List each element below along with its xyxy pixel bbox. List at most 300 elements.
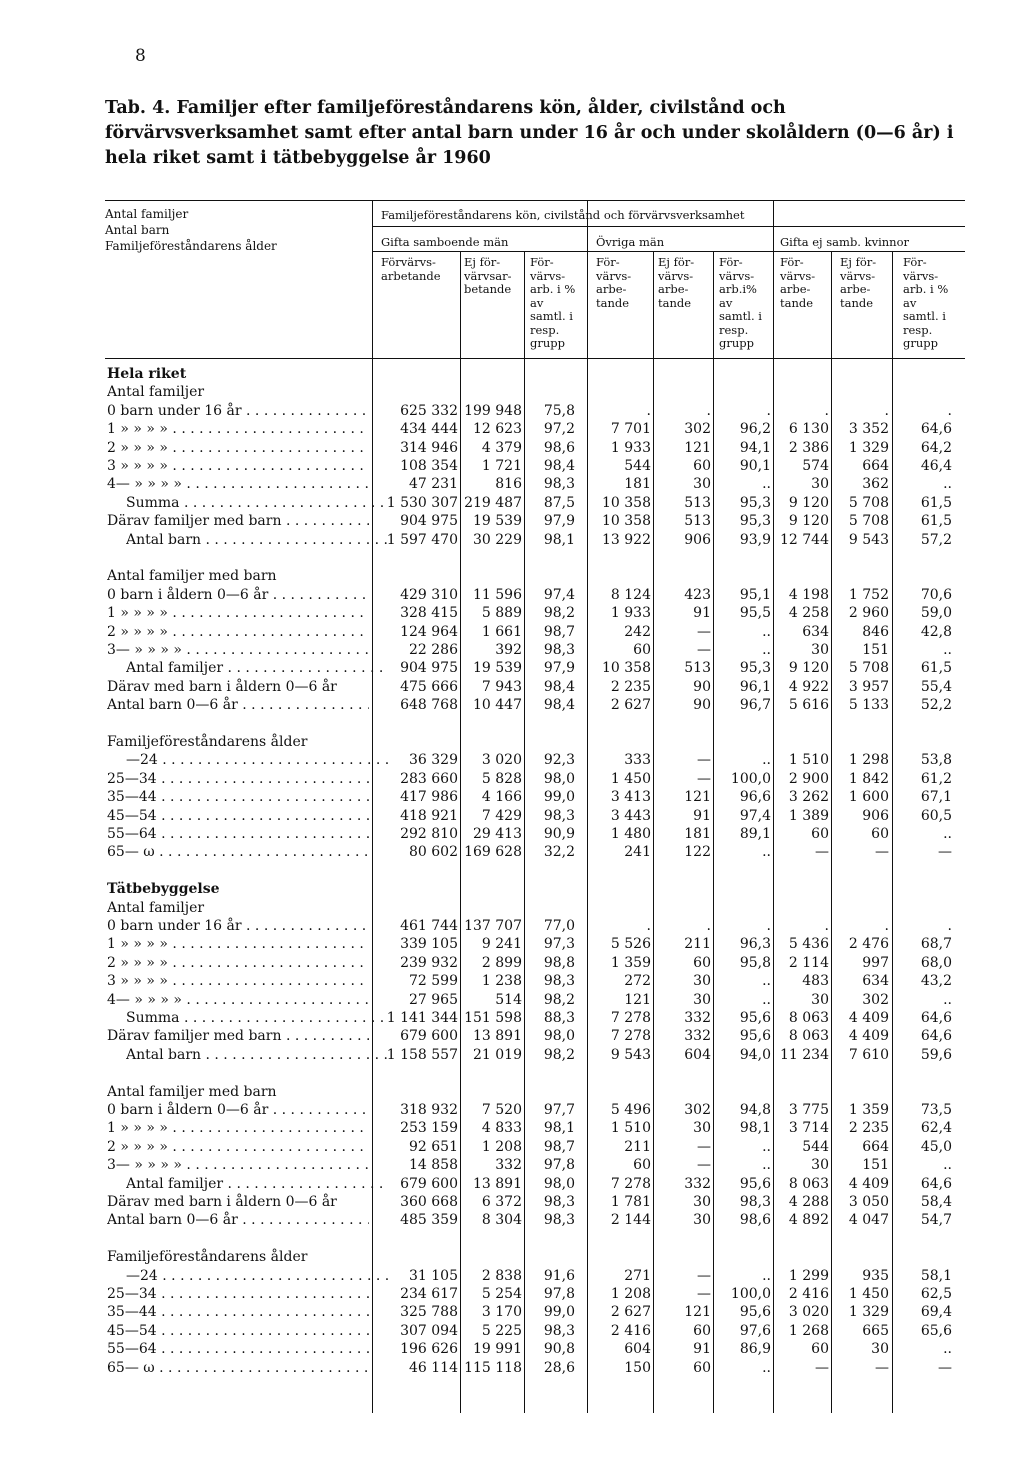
table-cell: 90,8 bbox=[543, 1341, 575, 1358]
table-row bbox=[0, 1101, 1024, 1120]
table-cell: . bbox=[947, 402, 952, 419]
table-cell: 89,1 bbox=[739, 826, 771, 842]
table-cell: 91 bbox=[693, 1341, 711, 1358]
table-cell: 22 286 bbox=[409, 642, 458, 658]
table-cell: 239 932 bbox=[400, 954, 458, 971]
table-cell: 121 bbox=[684, 789, 711, 806]
table-cell: 5 254 bbox=[481, 1286, 522, 1302]
table-cell: 7 278 bbox=[610, 1028, 651, 1045]
table-cell: — bbox=[875, 844, 889, 861]
table-cell: 53,8 bbox=[920, 752, 952, 769]
column-subheader-line: tande bbox=[658, 295, 692, 310]
table-cell: 36 329 bbox=[409, 752, 458, 769]
table-cell: 2 114 bbox=[788, 954, 829, 971]
table-cell: .. bbox=[943, 1157, 952, 1174]
table-cell: 94,8 bbox=[739, 1102, 771, 1118]
table-cell: 5 828 bbox=[481, 770, 522, 787]
table-cell: 392 bbox=[495, 642, 522, 658]
table-cell: 283 660 bbox=[400, 770, 458, 787]
table-cell: 302 bbox=[862, 991, 889, 1008]
row-label: Antal barn . . . bbox=[126, 1046, 388, 1065]
table-cell: 59,0 bbox=[920, 605, 952, 622]
table-row bbox=[0, 383, 1024, 402]
table-cell: — bbox=[697, 623, 711, 640]
group-header-other-men: Övriga män bbox=[596, 235, 665, 249]
table-cell: 1 268 bbox=[788, 1322, 829, 1339]
table-row bbox=[0, 917, 1024, 936]
column-subheader-line: Ej för- bbox=[658, 255, 695, 269]
row-label: 35—44 . . . bbox=[107, 788, 369, 807]
table-cell: 54,7 bbox=[920, 1212, 952, 1229]
table-cell: 544 bbox=[802, 1138, 829, 1155]
table-cell: 816 bbox=[495, 476, 522, 493]
column-subheader-line: värvs- bbox=[840, 268, 876, 283]
row-label: 2 » » » » . . . bbox=[107, 623, 369, 642]
table-cell: 1 158 557 bbox=[386, 1046, 458, 1063]
table-cell: 13 922 bbox=[602, 531, 651, 548]
main-header-rule bbox=[372, 226, 965, 227]
row-label: 55—64 . . . bbox=[107, 1340, 369, 1359]
table-cell: 1 298 bbox=[848, 752, 889, 769]
table-cell: 97,9 bbox=[543, 660, 575, 677]
table-cell: 10 358 bbox=[602, 513, 651, 530]
column-subheader bbox=[596, 256, 631, 310]
column-subheader bbox=[381, 256, 441, 283]
table-cell: 5 708 bbox=[848, 494, 889, 511]
table-cell: 30 bbox=[693, 973, 711, 990]
row-label: Antal barn 0—6 år . . . bbox=[107, 1211, 369, 1230]
table-cell: 169 628 bbox=[464, 844, 522, 861]
table-row bbox=[0, 567, 1024, 586]
row-label: Antal familjer med barn bbox=[107, 1083, 277, 1100]
table-cell: 1 597 470 bbox=[386, 531, 458, 548]
table-cell: 64,6 bbox=[920, 421, 952, 438]
table-cell: 604 bbox=[624, 1341, 651, 1358]
table-cell: 1 208 bbox=[481, 1138, 522, 1155]
table-cell: 98,4 bbox=[543, 458, 575, 474]
table-cell: — bbox=[815, 844, 829, 861]
column-subheader-line: arbe- bbox=[840, 282, 871, 296]
column-subheader-line: av bbox=[719, 295, 733, 310]
table-cell: 181 bbox=[684, 826, 711, 842]
table-cell: 65,6 bbox=[920, 1322, 952, 1339]
table-cell: 30 bbox=[811, 991, 829, 1008]
row-label: Antal barn . . . bbox=[126, 531, 388, 550]
table-cell: 9 120 bbox=[788, 494, 829, 511]
table-row bbox=[0, 1340, 1024, 1359]
header-top-rule bbox=[105, 200, 965, 201]
table-cell: .. bbox=[762, 991, 771, 1008]
table-cell: 2 627 bbox=[610, 697, 651, 714]
table-row bbox=[0, 1064, 1024, 1083]
table-cell: 14 858 bbox=[409, 1157, 458, 1174]
table-cell: 242 bbox=[624, 623, 651, 640]
table-cell: 98,3 bbox=[543, 476, 575, 493]
row-label: Antal familjer . . . bbox=[126, 1175, 388, 1194]
table-cell: 10 447 bbox=[473, 697, 522, 714]
table-cell: 634 bbox=[862, 973, 889, 990]
table-cell: 332 bbox=[684, 1028, 711, 1045]
table-cell: 61,5 bbox=[920, 513, 952, 530]
table-cell: . bbox=[646, 918, 651, 934]
column-subheader-line: värvsar- bbox=[464, 268, 512, 283]
table-cell: 1 329 bbox=[848, 1304, 889, 1321]
table-row bbox=[0, 1230, 1024, 1249]
table-cell: .. bbox=[943, 642, 952, 658]
column-subheader-line: arbe- bbox=[780, 282, 811, 296]
table-cell: .. bbox=[943, 1341, 952, 1358]
table-cell: 58,1 bbox=[920, 1267, 952, 1284]
row-label: 0 barn under 16 år . . . bbox=[107, 917, 369, 936]
table-cell: . bbox=[706, 918, 711, 934]
table-cell: 1 781 bbox=[610, 1194, 651, 1210]
table-cell: 429 310 bbox=[400, 586, 458, 603]
table-cell: 95,6 bbox=[739, 1175, 771, 1192]
table-cell: — bbox=[697, 1267, 711, 1284]
row-label: 1 » » » » . . . bbox=[107, 1119, 369, 1138]
row-label: 4— » » » » . . . bbox=[107, 475, 369, 494]
table-cell: 332 bbox=[495, 1157, 522, 1174]
table-cell: 4 258 bbox=[788, 605, 829, 622]
table-row bbox=[0, 475, 1024, 494]
table-cell: 30 bbox=[811, 642, 829, 658]
table-cell: 292 810 bbox=[400, 826, 458, 842]
column-subheader-line: grupp bbox=[530, 336, 565, 350]
table-cell: 339 105 bbox=[400, 936, 458, 953]
row-label: 1 » » » » . . . bbox=[107, 420, 369, 439]
table-cell: 211 bbox=[684, 936, 711, 953]
table-row bbox=[0, 696, 1024, 715]
table-cell: 3 714 bbox=[788, 1120, 829, 1137]
table-cell: 91,6 bbox=[543, 1267, 575, 1284]
table-cell: 64,6 bbox=[920, 1175, 952, 1192]
row-label: 3— » » » » . . . bbox=[107, 641, 369, 660]
row-label: Därav med barn i åldern 0—6 år bbox=[107, 1194, 337, 1210]
table-cell: 98,3 bbox=[543, 1194, 575, 1210]
table-row bbox=[0, 1175, 1024, 1194]
table-cell: 1 510 bbox=[788, 752, 829, 769]
row-label: 45—54 . . . bbox=[107, 1322, 369, 1341]
row-label: Antal familjer . . . bbox=[126, 659, 388, 678]
table-cell: .. bbox=[943, 991, 952, 1008]
table-row bbox=[0, 1248, 1024, 1267]
table-cell: 95,6 bbox=[739, 1028, 771, 1045]
table-cell: . bbox=[824, 918, 829, 934]
table-row bbox=[0, 1119, 1024, 1138]
table-cell: 95,8 bbox=[739, 954, 771, 971]
table-cell: 679 600 bbox=[400, 1175, 458, 1192]
table-cell: 115 118 bbox=[464, 1359, 522, 1376]
table-cell: 98,7 bbox=[543, 1138, 575, 1155]
column-subheader bbox=[780, 256, 815, 310]
table-cell: 7 278 bbox=[610, 1175, 651, 1192]
table-cell: 61,2 bbox=[920, 770, 952, 787]
table-cell: 1 842 bbox=[848, 770, 889, 787]
table-cell: — bbox=[938, 844, 952, 861]
row-label: 3— » » » » . . . bbox=[107, 1156, 369, 1175]
table-cell: 1 141 344 bbox=[386, 1010, 458, 1026]
table-cell: . bbox=[947, 918, 952, 934]
table-cell: . bbox=[706, 402, 711, 419]
column-subheader-line: tande bbox=[780, 295, 814, 310]
table-cell: 679 600 bbox=[400, 1028, 458, 1045]
table-row bbox=[0, 788, 1024, 807]
table-cell: 4 833 bbox=[481, 1120, 522, 1137]
table-cell: 19 539 bbox=[473, 513, 522, 530]
table-cell: 121 bbox=[684, 439, 711, 456]
table-cell: 98,1 bbox=[739, 1120, 771, 1137]
column-subheader-line: samtl. i bbox=[903, 309, 946, 323]
table-cell: 1 933 bbox=[610, 605, 651, 622]
table-cell: — bbox=[697, 1286, 711, 1302]
table-cell: 634 bbox=[802, 623, 829, 640]
table-cell: 325 788 bbox=[400, 1304, 458, 1321]
column-subheader-line: resp. bbox=[903, 322, 933, 337]
column-subheader-line: betande bbox=[464, 282, 512, 296]
page-number: 8 bbox=[135, 46, 146, 66]
table-cell: 19 539 bbox=[473, 660, 522, 677]
column-subheader-line: samtl. i bbox=[719, 309, 762, 323]
table-cell: 98,0 bbox=[543, 770, 575, 787]
table-cell: 64,2 bbox=[920, 439, 952, 456]
table-cell: 98,3 bbox=[543, 1322, 575, 1339]
table-cell: 30 bbox=[871, 1341, 889, 1358]
column-subheader-line: arbe- bbox=[596, 282, 627, 296]
row-label: Antal barn 0—6 år . . . bbox=[107, 696, 369, 715]
table-cell: 9 241 bbox=[481, 936, 522, 953]
table-cell: 10 358 bbox=[602, 494, 651, 511]
row-label: —24 . . . bbox=[126, 1267, 388, 1286]
table-cell: 485 359 bbox=[400, 1212, 458, 1229]
table-cell: 5 708 bbox=[848, 660, 889, 677]
table-row bbox=[0, 549, 1024, 568]
table-cell: 6 130 bbox=[788, 421, 829, 438]
table-cell: 7 943 bbox=[481, 678, 522, 695]
table-cell: 30 229 bbox=[473, 531, 522, 548]
table-cell: 98,3 bbox=[543, 973, 575, 990]
table-cell: 434 444 bbox=[400, 421, 458, 438]
table-cell: 418 921 bbox=[400, 807, 458, 824]
row-label: 3 » » » » . . . bbox=[107, 457, 369, 476]
table-cell: 1 208 bbox=[610, 1286, 651, 1302]
table-cell: 2 476 bbox=[848, 936, 889, 953]
table-cell: 97,3 bbox=[543, 936, 575, 953]
table-cell: 196 626 bbox=[400, 1341, 458, 1358]
table-cell: 61,5 bbox=[920, 660, 952, 677]
table-cell: 98,2 bbox=[543, 1046, 575, 1063]
table-cell: 80 602 bbox=[409, 844, 458, 861]
table-row bbox=[0, 586, 1024, 605]
table-row bbox=[0, 457, 1024, 476]
table-cell: 1 530 307 bbox=[386, 494, 458, 511]
table-cell: 97,8 bbox=[543, 1286, 575, 1302]
table-cell: 11 234 bbox=[780, 1046, 829, 1063]
table-row bbox=[0, 1156, 1024, 1175]
table-cell: 98,4 bbox=[543, 697, 575, 714]
table-row bbox=[0, 494, 1024, 513]
table-cell: 272 bbox=[624, 973, 651, 990]
table-cell: 99,0 bbox=[543, 789, 575, 806]
table-cell: 665 bbox=[862, 1322, 889, 1339]
table-cell: 94,0 bbox=[739, 1046, 771, 1063]
table-cell: 906 bbox=[862, 807, 889, 824]
table-cell: 68,7 bbox=[920, 936, 952, 953]
table-cell: 904 975 bbox=[400, 513, 458, 530]
table-row bbox=[0, 623, 1024, 642]
table-cell: 97,7 bbox=[543, 1102, 575, 1118]
table-row bbox=[0, 402, 1024, 421]
table-cell: 46 114 bbox=[409, 1359, 458, 1376]
table-cell: 30 bbox=[693, 1120, 711, 1137]
table-cell: 150 bbox=[624, 1359, 651, 1376]
table-cell: .. bbox=[762, 476, 771, 493]
table-cell: .. bbox=[762, 1359, 771, 1376]
table-cell: 95,3 bbox=[739, 494, 771, 511]
table-cell: 2 627 bbox=[610, 1304, 651, 1321]
table-cell: — bbox=[875, 1359, 889, 1376]
table-cell: 86,9 bbox=[739, 1341, 771, 1358]
table-cell: 124 964 bbox=[400, 623, 458, 640]
column-subheader-line: resp. bbox=[530, 322, 560, 337]
row-label: Summa . . . bbox=[126, 494, 388, 513]
table-cell: 417 986 bbox=[400, 789, 458, 806]
column-subheader-line: Ej för- bbox=[840, 255, 877, 269]
table-row bbox=[0, 1267, 1024, 1286]
table-cell: 42,8 bbox=[920, 623, 952, 640]
table-cell: 7 429 bbox=[481, 807, 522, 824]
table-cell: 95,6 bbox=[739, 1010, 771, 1026]
table-cell: .. bbox=[762, 1157, 771, 1174]
table-row bbox=[0, 659, 1024, 678]
table-cell: 59,6 bbox=[920, 1046, 952, 1063]
table-cell: 1 600 bbox=[848, 789, 889, 806]
table-cell: 30 bbox=[811, 476, 829, 493]
table-cell: 60 bbox=[693, 1359, 711, 1376]
table-cell: 97,9 bbox=[543, 513, 575, 530]
table-cell: 97,2 bbox=[543, 421, 575, 438]
group-header-women: Gifta ej samb. kvinnor bbox=[780, 235, 909, 249]
table-cell: 2 416 bbox=[788, 1286, 829, 1302]
row-label: 25—34 . . . bbox=[107, 770, 369, 789]
table-cell: 29 413 bbox=[473, 826, 522, 842]
table-cell: 64,6 bbox=[920, 1028, 952, 1045]
table-cell: 60 bbox=[633, 642, 651, 658]
table-cell: 92,3 bbox=[543, 752, 575, 769]
row-label: 65— ω . . . bbox=[107, 843, 369, 862]
table-row bbox=[0, 365, 1024, 384]
table-cell: 483 bbox=[802, 973, 829, 990]
table-cell: 122 bbox=[684, 844, 711, 861]
table-cell: 625 332 bbox=[400, 402, 458, 419]
table-cell: 8 063 bbox=[788, 1175, 829, 1192]
table-cell: 96,6 bbox=[739, 789, 771, 806]
table-cell: 6 372 bbox=[481, 1194, 522, 1210]
row-label: 2 » » » » . . . bbox=[107, 1138, 369, 1157]
table-cell: 98,6 bbox=[543, 439, 575, 456]
table-cell: 98,3 bbox=[739, 1194, 771, 1210]
table-cell: 4 047 bbox=[848, 1212, 889, 1229]
row-label: 0 barn under 16 år . . . bbox=[107, 402, 369, 421]
table-cell: 7 610 bbox=[848, 1046, 889, 1063]
table-row bbox=[0, 641, 1024, 660]
table-cell: 9 543 bbox=[610, 1046, 651, 1063]
table-row bbox=[0, 935, 1024, 954]
table-cell: 2 899 bbox=[481, 954, 522, 971]
table-cell: .. bbox=[762, 844, 771, 861]
table-cell: 98,1 bbox=[543, 531, 575, 548]
table-cell: 362 bbox=[862, 476, 889, 493]
column-subheader-line: samtl. i bbox=[530, 309, 573, 323]
column-subheader-line: av bbox=[530, 295, 544, 310]
table-cell: 98,7 bbox=[543, 623, 575, 640]
row-label: Antal familjer med barn bbox=[107, 568, 277, 585]
row-label: Hela riket bbox=[107, 366, 187, 382]
table-cell: 28,6 bbox=[543, 1359, 575, 1376]
table-cell: — bbox=[697, 1157, 711, 1174]
table-cell: 97,8 bbox=[543, 1157, 575, 1174]
row-label: 35—44 . . . bbox=[107, 1303, 369, 1322]
table-row bbox=[0, 899, 1024, 918]
row-label: 4— » » » » . . . bbox=[107, 991, 369, 1010]
stub-header bbox=[105, 206, 277, 254]
column-subheader bbox=[840, 256, 876, 310]
table-cell: 3 020 bbox=[788, 1304, 829, 1321]
table-row bbox=[0, 807, 1024, 826]
table-row bbox=[0, 770, 1024, 789]
table-cell: 219 487 bbox=[464, 494, 522, 511]
table-cell: 513 bbox=[684, 494, 711, 511]
table-cell: 98,6 bbox=[739, 1212, 771, 1229]
column-subheader-line: av bbox=[903, 295, 917, 310]
table-cell: 151 bbox=[862, 1157, 889, 1174]
table-row bbox=[0, 1046, 1024, 1065]
column-subheader bbox=[530, 256, 575, 351]
column-subheader-line: arbetande bbox=[381, 268, 441, 283]
table-cell: 5 616 bbox=[788, 697, 829, 714]
row-label: 0 barn i åldern 0—6 år . . . bbox=[107, 1101, 369, 1120]
table-cell: 12 623 bbox=[473, 421, 522, 438]
column-subheader-line: För- bbox=[719, 255, 743, 269]
table-row bbox=[0, 954, 1024, 973]
table-cell: 3 050 bbox=[848, 1194, 889, 1210]
table-cell: 95,3 bbox=[739, 513, 771, 530]
table-cell: 318 932 bbox=[400, 1102, 458, 1118]
table-cell: 73,5 bbox=[920, 1102, 952, 1118]
row-label: Familjeföreståndarens ålder bbox=[107, 734, 308, 750]
table-cell: 314 946 bbox=[400, 439, 458, 456]
table-row bbox=[0, 678, 1024, 697]
column-subheader-line: Ej för- bbox=[464, 255, 501, 269]
table-cell: 1 933 bbox=[610, 439, 651, 456]
table-cell: 4 409 bbox=[848, 1175, 889, 1192]
table-cell: 75,8 bbox=[543, 402, 575, 419]
table-cell: 30 bbox=[811, 1157, 829, 1174]
table-cell: 60 bbox=[633, 1157, 651, 1174]
column-subheader-line: För- bbox=[530, 255, 554, 269]
table-cell: 253 159 bbox=[400, 1120, 458, 1137]
column-subheader-line: värvs- bbox=[903, 268, 939, 283]
table-cell: 302 bbox=[684, 421, 711, 438]
table-cell: .. bbox=[762, 1267, 771, 1284]
row-label: Tätbebyggelse bbox=[107, 881, 220, 898]
table-cell: 2 900 bbox=[788, 770, 829, 787]
table-cell: 121 bbox=[624, 991, 651, 1008]
table-cell: 2 386 bbox=[788, 439, 829, 456]
table-cell: . bbox=[824, 402, 829, 419]
column-subheader-line: arb.i% bbox=[719, 282, 757, 296]
table-cell: 514 bbox=[495, 991, 522, 1008]
row-label: Därav med barn i åldern 0—6 år bbox=[107, 678, 337, 695]
